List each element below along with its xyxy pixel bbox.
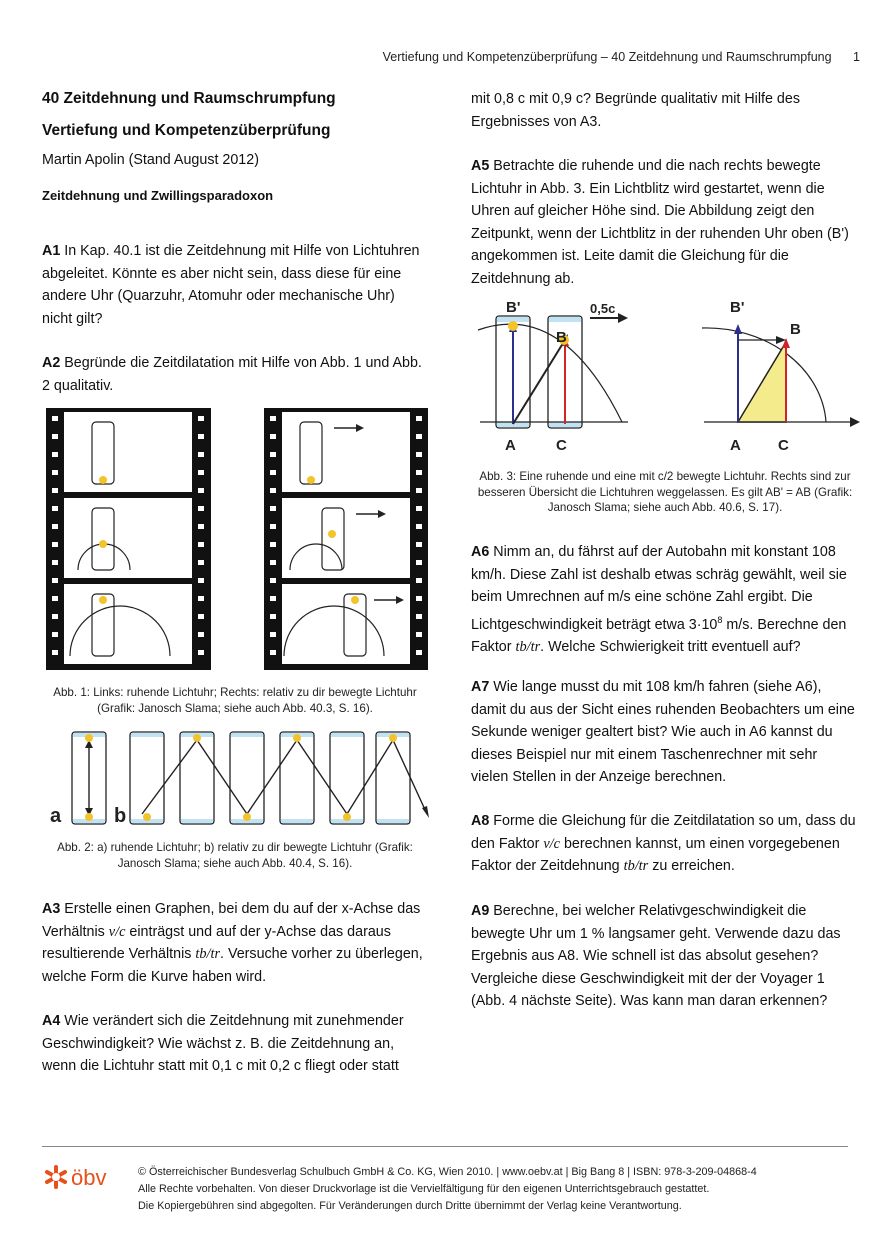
task-label: A3 [42, 901, 61, 917]
title-block [42, 88, 422, 203]
task-text: Wie lange musst du mit 108 km/h fahren (siehe A6), damit du aus der Sicht eines ruhenden Beobachters um eine Sekunde weniger gealtert bist? Wie auch in A6 kannst du dieses Beispiel nur mit einem Taschenrechner mit sehr vielen Stellen in der Anzeige berechnen. [471, 679, 855, 785]
abb3-label-b-prime-left: B' [506, 299, 521, 316]
section-heading: Zeitdehnung und Zwillingsparadoxon [42, 188, 274, 203]
footer-line-2: Alle Rechte vorbehalten. Von dieser Druckvorlage ist die Vervielfältigung für den eigenen Unterrichtsgebrauch gestattet. [138, 1183, 710, 1195]
task-a6 [471, 541, 855, 658]
abb2-label-a: a [50, 805, 62, 827]
task-text: Forme die Gleichung für die Zeitdilatation so um, dass du den Faktor [471, 813, 856, 852]
task-a9 [471, 900, 857, 1013]
task-a4 [42, 1010, 420, 1078]
page-number: 1 [853, 50, 860, 64]
task-text: mit 0,8 c mit 0,9 c? Begründe qualitativ mit Hilfe des Ergebnisses von A3. [471, 91, 800, 130]
abb3-left-clocks [478, 299, 628, 454]
abb3-label-a-left: A [505, 437, 516, 454]
task-a2 [42, 352, 424, 397]
abb3-label-b-prime-right: B' [730, 299, 745, 316]
abb3-label-b-right: B [790, 321, 801, 338]
task-label: A7 [471, 679, 490, 695]
abb3-label-b-left: B [556, 329, 567, 346]
task-a1 [42, 240, 424, 330]
logo-text: öbv [71, 1165, 107, 1190]
footer-text [138, 1164, 757, 1215]
task-label: A5 [471, 158, 490, 174]
task-a5 [471, 155, 853, 290]
footer-line-1: © Österreichischer Bundesverlag Schulbuch GmbH & Co. KG, Wien 2010. | www.oebv.at | Big Bang 8 | ISBN: 978-3-209-04868-4 [138, 1166, 757, 1178]
film-strip-right [264, 408, 428, 670]
abb3-caption: Abb. 3: Eine ruhende und eine mit c/2 bewegte Lichtuhr. Rechts sind zur besseren Übersicht die Lichtuhren weggelassen. Es gilt AB' = AB (Grafik: Janosch Slama; siehe auch Abb. 40.6, S. 17). [477, 470, 853, 514]
ratio-tb-tr: tb/tr [623, 858, 649, 874]
abb2-label-b: b [114, 805, 127, 827]
ratio-tb-tr: tb/tr [195, 946, 221, 962]
running-header [383, 50, 860, 64]
abb1-caption: Abb. 1: Links: ruhende Lichtuhr; Rechts: relativ zu dir bewegte Lichtuhr (Grafik: Janosch Slama; siehe auch Abb. 40.3, S. 16). [53, 686, 417, 715]
task-text: Betrachte die ruhende und die nach rechts bewegte Lichtuhr in Abb. 3. Ein Lichtblitz wird gestartet, wenn die Uhren auf gleicher Höhe sind. Die Abbildung zeigt den Zeitpunkt, wenn der Lichtblitz in der ruhenden Uhr oben (B') angekommen ist. Leite damit die Gleichung für die Zeitdehnung ab. [471, 158, 849, 287]
task-text: berechnen kannst, um einen vorgegebenen Faktor der Zeitdehnung [471, 835, 840, 874]
figure-abb3 [472, 290, 862, 460]
film-strip-left [46, 408, 211, 670]
page-title: 40 Zeitdehnung und Raumschrumpfung [42, 90, 336, 107]
figure-abb2 [42, 726, 432, 830]
figure-abb1 [42, 404, 428, 672]
task-text: Erstelle einen Graphen, bei dem du auf der x-Achse das Verhältnis [42, 901, 421, 940]
task-text: m/s. Berechne den Faktor [471, 616, 847, 655]
task-a7 [471, 676, 855, 789]
task-text: einträgst und auf der y-Achse das daraus resultierende Verhältnis [42, 923, 391, 962]
task-a4-continued [471, 88, 851, 133]
abb3-label-c-left: C [556, 437, 567, 454]
abb3-right-diagram [702, 299, 860, 454]
footer-line-3: Die Kopiergebühren sind abgegolten. Für Veränderungen durch Dritte übernimmt der Verlag keine Verantwortung. [138, 1200, 682, 1212]
abb3-label-c-right: C [778, 437, 789, 454]
task-label: A2 [42, 355, 61, 371]
task-label: A1 [42, 243, 61, 259]
abb2-caption: Abb. 2: a) ruhende Lichtuhr; b) relativ zu dir bewegte Lichtuhr (Grafik: Janosch Slama; siehe auch Abb. 40.4, S. 16). [57, 841, 413, 870]
header-title: Vertiefung und Kompetenzüberprüfung – 40 Zeitdehnung und Raumschrumpfung [382, 50, 832, 64]
task-text: In Kap. 40.1 ist die Zeitdehnung mit Hilfe von Lichtuhren abgeleitet. Könnte es aber nicht sein, dass diese für eine andere Uhr (Quarzuhr, Atomuhr oder mechanische Uhr) nicht gilt? [42, 243, 420, 327]
ratio-v-c: v/c [108, 923, 126, 940]
task-label: A6 [471, 544, 490, 560]
page-subtitle: Vertiefung und Kompetenzüberprüfung [42, 122, 331, 139]
task-text: Nimm an, du fährst auf der Autobahn mit konstant 108 km/h. Diese Zahl ist deshalb etwas schräg gewählt, weil sie beim Umrechnen auf m/s eine schöne Zahl ergibt. Die Lichtgeschwindigkeit beträgt etwa 3·10 [471, 544, 847, 633]
exponent: 8 [717, 614, 723, 625]
footer-divider [42, 1146, 848, 1147]
ratio-tb-tr: tb/tr [515, 638, 541, 655]
task-text: . Versuche vorher zu überlegen, welche Form die Kurve haben wird. [42, 946, 423, 985]
task-label: A8 [471, 813, 490, 829]
task-text: zu erreichen. [648, 858, 735, 874]
task-text: Berechne, bei welcher Relativgeschwindigkeit die bewegte Uhr um 1 % langsamer geht. Verwende dazu das Ergebnis aus A8. Wie schnell ist das absolut gesehen? Vergleiche diese Geschwindigkeit mit der der Voyager 1 (Abb. 4 nächste Seite). Was kann man daran erkennen? [471, 903, 841, 1009]
task-text: Wie verändert sich die Zeitdehnung mit zunehmender Geschwindigkeit? Wie wächst z. B. die Zeitdehnung an, wenn die Lichtuhr statt mit 0,1 c mit 0,2 c fliegt oder statt [42, 1013, 404, 1074]
ratio-v-c: v/c [543, 835, 560, 852]
task-text: Begründe die Zeitdilatation mit Hilfe von Abb. 1 und Abb. 2 qualitativ. [42, 355, 422, 394]
task-label: A4 [42, 1013, 61, 1029]
author-line: Martin Apolin (Stand August 2012) [42, 152, 259, 168]
oebv-logo [44, 1163, 124, 1196]
task-a8 [471, 810, 859, 878]
abb3-speed-label: 0,5c [590, 301, 616, 316]
task-text: . Welche Schwierigkeit tritt eventuell auf? [540, 638, 801, 655]
task-a3 [42, 898, 424, 988]
abb3-label-a-right: A [730, 437, 741, 454]
task-label: A9 [471, 903, 490, 919]
